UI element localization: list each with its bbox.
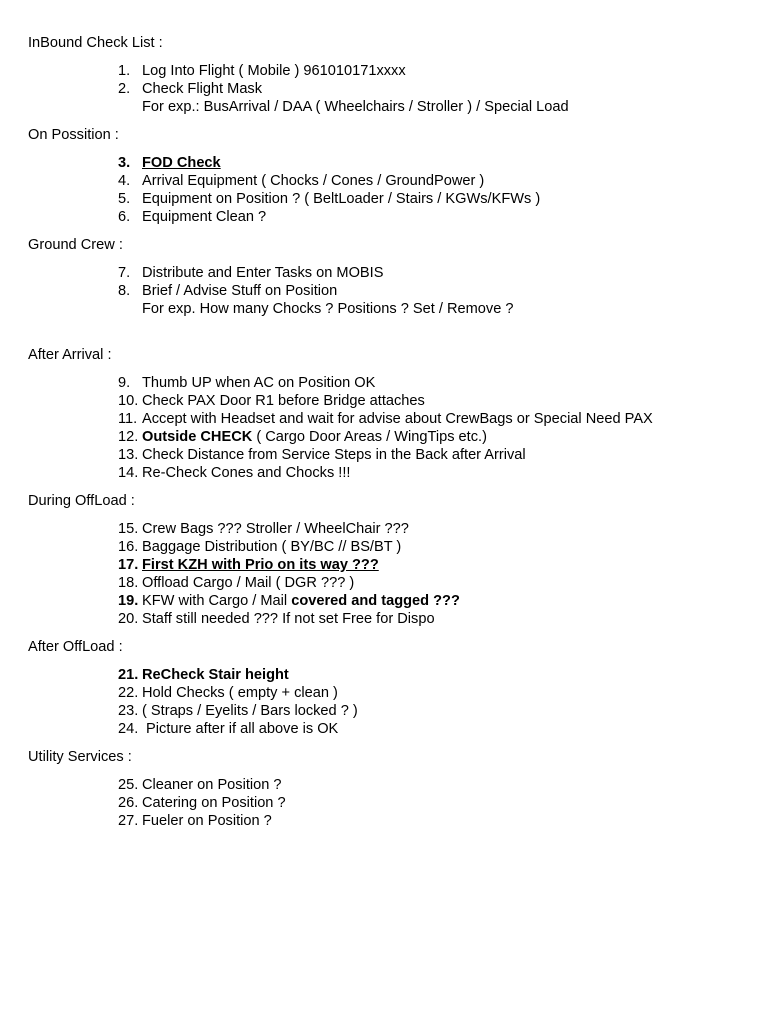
item-text: First KZH with Prio on its way ??? [142, 557, 379, 573]
item-text: ( Straps / Eyelits / Bars locked ? ) [142, 703, 358, 719]
item-text: KFW with Cargo / Mail [142, 593, 292, 609]
list-item [118, 666, 289, 684]
section-heading-utility: Utility Services : [28, 749, 132, 765]
list-item [118, 392, 425, 410]
item-number: 24. [118, 721, 139, 737]
item-text: Crew Bags ??? Stroller / WheelChair ??? [142, 521, 409, 537]
item-text: Arrival Equipment ( Chocks / Cones / GroundPower ) [142, 173, 485, 189]
item-text: Hold Checks ( empty + clean ) [142, 685, 338, 701]
item-number: 20. [118, 611, 139, 627]
list-item [118, 556, 379, 574]
list-item [118, 154, 221, 172]
list-item [118, 520, 409, 538]
item-text: Catering on Position ? [142, 795, 286, 811]
item-number: 1. [118, 63, 131, 79]
item-number: 6. [118, 209, 131, 225]
item-note: For exp. How many Chocks ? Positions ? Set / Remove ? [142, 301, 514, 317]
item-note: For exp.: BusArrival / DAA ( Wheelchairs / Stroller ) / Special Load [142, 99, 569, 115]
section-heading-offload: During OffLoad : [28, 493, 135, 509]
list-item [118, 592, 460, 610]
list-item [118, 794, 286, 812]
list-item [118, 80, 262, 98]
item-text: Equipment Clean ? [142, 209, 267, 225]
list-item [118, 172, 484, 190]
item-number: 18. [118, 575, 139, 591]
item-text: Fueler on Position ? [142, 813, 272, 829]
item-text: ( Cargo Door Areas / WingTips etc.) [252, 429, 487, 445]
item-text-bold: covered and tagged ??? [291, 593, 460, 609]
list-item [118, 62, 406, 80]
item-text: Check Flight Mask [142, 81, 263, 97]
item-number: 14. [118, 465, 139, 481]
list-item [118, 464, 350, 482]
item-number: 10. [118, 393, 139, 409]
item-number: 19. [118, 593, 139, 609]
item-text: Cleaner on Position ? [142, 777, 282, 793]
item-number: 9. [118, 375, 131, 391]
item-text: Log Into Flight ( Mobile ) 961010171xxxx [142, 63, 406, 79]
item-number: 27. [118, 813, 139, 829]
item-text: Equipment on Position ? ( BeltLoader / Stairs / KGWs/KFWs ) [142, 191, 541, 207]
list-item [118, 574, 354, 592]
item-text: Baggage Distribution ( BY/BC // BS/BT ) [142, 539, 402, 555]
item-number: 22. [118, 685, 139, 701]
list-item [118, 702, 358, 720]
item-number: 16. [118, 539, 139, 555]
item-text: ReCheck Stair height [142, 667, 289, 683]
item-number: 17. [118, 557, 139, 573]
item-text: Offload Cargo / Mail ( DGR ??? ) [142, 575, 355, 591]
item-text: Brief / Advise Stuff on Position [142, 283, 338, 299]
list-item [118, 684, 338, 702]
item-number: 23. [118, 703, 139, 719]
list-item [118, 264, 383, 282]
list-item [118, 428, 487, 446]
item-number: 2. [118, 81, 131, 97]
list-item [118, 720, 338, 738]
item-text: FOD Check [142, 155, 221, 171]
list-item [118, 410, 653, 428]
section-heading-position: On Possition : [28, 127, 119, 143]
item-text: Re-Check Cones and Chocks !!! [142, 465, 351, 481]
item-text-bold: Outside CHECK [142, 429, 253, 445]
item-number: 3. [118, 155, 131, 171]
list-item [118, 282, 337, 300]
item-number: 25. [118, 777, 139, 793]
item-number: 12. [118, 429, 139, 445]
item-text: Picture after if all above is OK [142, 721, 339, 737]
item-text: Accept with Headset and wait for advise about CrewBags or Special Need PAX [142, 411, 653, 427]
list-item [118, 776, 282, 794]
item-text: Staff still needed ??? If not set Free for Dispo [142, 611, 435, 627]
item-number: 11. [118, 411, 138, 427]
section-heading-after-offload: After OffLoad : [28, 639, 123, 655]
item-number: 21. [118, 667, 139, 683]
item-number: 7. [118, 265, 131, 281]
list-item [118, 812, 272, 830]
item-number: 5. [118, 191, 131, 207]
item-text: Check PAX Door R1 before Bridge attaches [142, 393, 425, 409]
section-heading-arrival: After Arrival : [28, 347, 112, 363]
item-text: Distribute and Enter Tasks on MOBIS [142, 265, 384, 281]
list-item [118, 374, 375, 392]
list-item [118, 208, 266, 226]
item-number: 15. [118, 521, 139, 537]
section-heading-inbound: InBound Check List : [28, 35, 163, 51]
item-text: Check Distance from Service Steps in the Back after Arrival [142, 447, 526, 463]
item-number: 8. [118, 283, 131, 299]
item-text: Thumb UP when AC on Position OK [142, 375, 376, 391]
section-heading-crew: Ground Crew : [28, 237, 123, 253]
list-item [118, 190, 540, 208]
list-item [118, 610, 435, 628]
list-item [118, 538, 401, 556]
list-item [118, 446, 526, 464]
item-number: 13. [118, 447, 139, 463]
item-number: 26. [118, 795, 139, 811]
item-number: 4. [118, 173, 131, 189]
